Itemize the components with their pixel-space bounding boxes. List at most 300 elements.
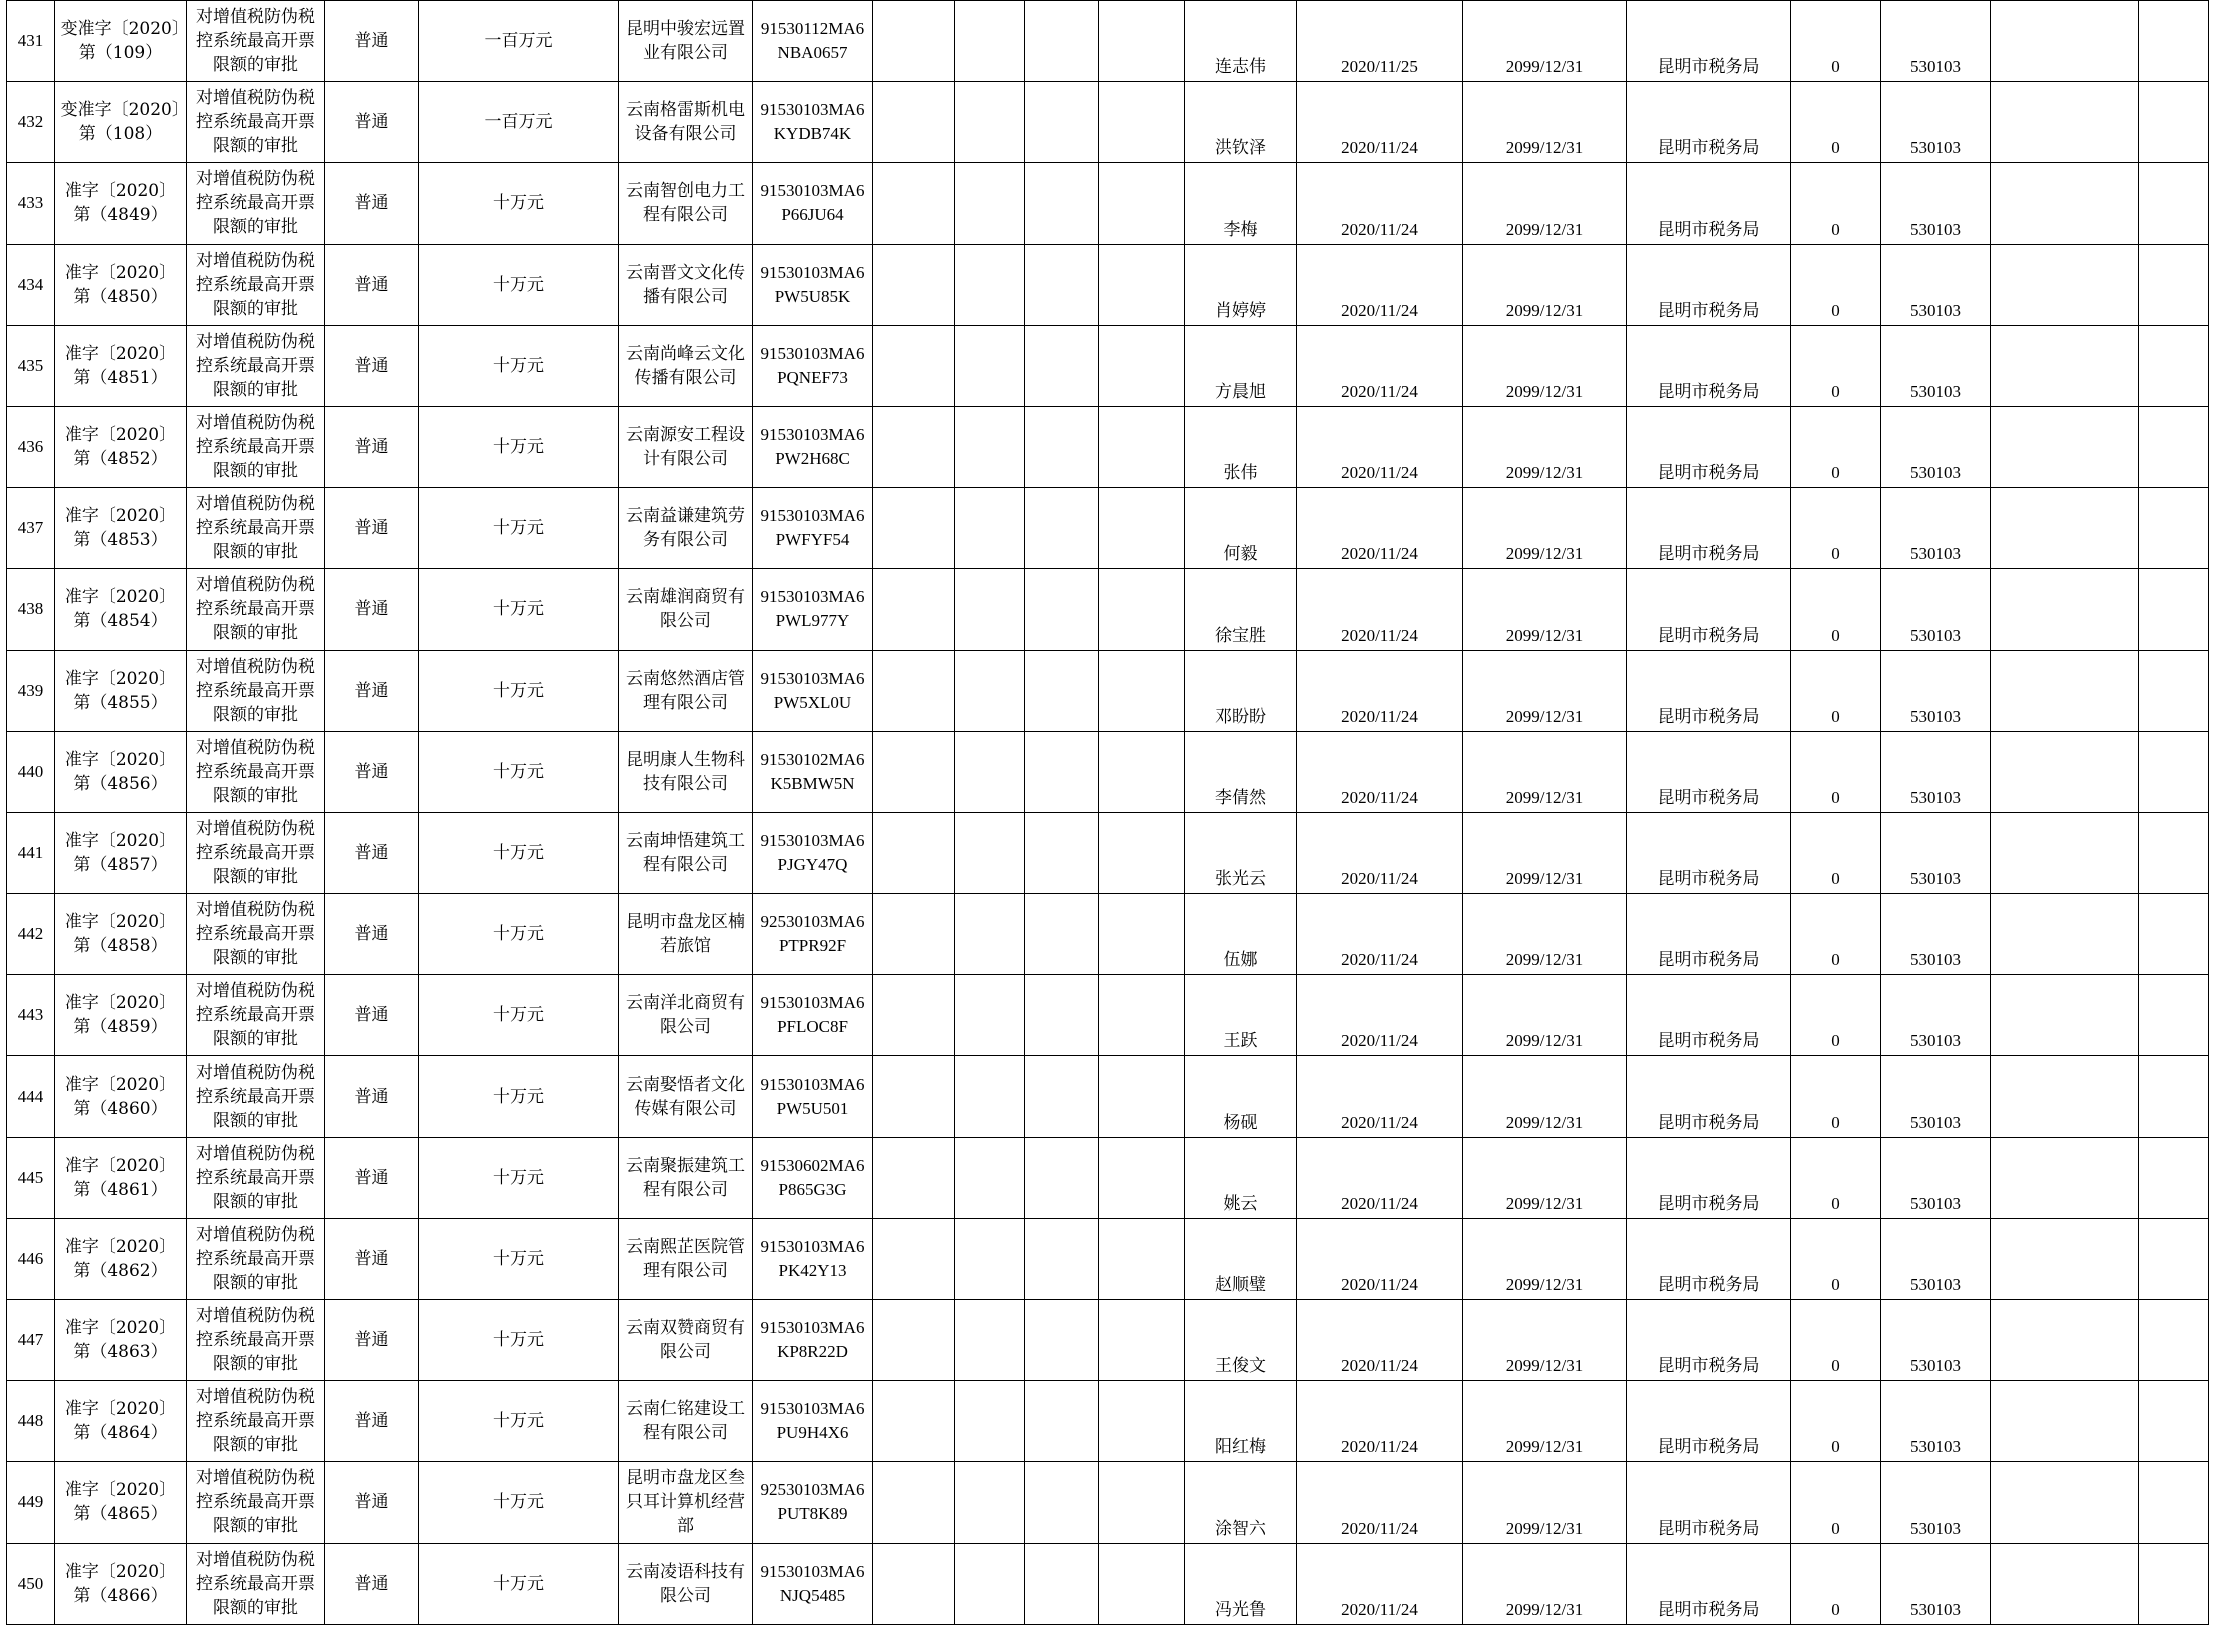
region-code-cell: 530103 (1881, 244, 1991, 325)
empty-cell (873, 975, 955, 1056)
row-number-cell: 448 (7, 1381, 55, 1462)
table-row (7, 406, 2209, 487)
empty-cell (2139, 1381, 2209, 1462)
credit-code-cell: 91530103MA6PQNEF73 (753, 325, 873, 406)
empty-cell (2139, 1056, 2209, 1137)
start-date-cell: 2020/11/24 (1297, 731, 1463, 812)
limit-cell: 十万元 (419, 325, 619, 406)
end-date-cell: 2099/12/31 (1463, 1137, 1627, 1218)
empty-cell (1099, 1300, 1185, 1381)
empty-cell (1025, 650, 1099, 731)
empty-cell (1099, 1543, 1185, 1624)
region-code-cell: 530103 (1881, 406, 1991, 487)
empty-cell (1099, 82, 1185, 163)
region-code-cell: 530103 (1881, 488, 1991, 569)
empty-cell (1991, 894, 2139, 975)
empty-cell (1991, 163, 2139, 244)
credit-code-cell: 91530602MA6P865G3G (753, 1137, 873, 1218)
authority-cell: 昆明市税务局 (1627, 1, 1791, 82)
table-row (7, 1056, 2209, 1137)
empty-cell (1099, 163, 1185, 244)
document-number-cell: 准字〔2020〕第（4863） (55, 1300, 187, 1381)
empty-cell (2139, 650, 2209, 731)
legal-person-cell: 洪钦泽 (1185, 82, 1297, 163)
region-code-cell: 530103 (1881, 1462, 1991, 1543)
empty-cell (1099, 812, 1185, 893)
type-cell: 普通 (325, 1381, 419, 1462)
document-number-cell: 准字〔2020〕第（4858） (55, 894, 187, 975)
empty-cell (1991, 1300, 2139, 1381)
company-name-cell: 云南格雷斯机电设备有限公司 (619, 82, 753, 163)
empty-cell (873, 244, 955, 325)
start-date-cell: 2020/11/24 (1297, 894, 1463, 975)
authority-cell: 昆明市税务局 (1627, 1381, 1791, 1462)
row-number-cell: 443 (7, 975, 55, 1056)
type-cell: 普通 (325, 1056, 419, 1137)
table-row (7, 1543, 2209, 1624)
row-number-cell: 436 (7, 406, 55, 487)
legal-person-cell: 张伟 (1185, 406, 1297, 487)
end-date-cell: 2099/12/31 (1463, 244, 1627, 325)
company-name-cell: 云南娶悟者文化传媒有限公司 (619, 1056, 753, 1137)
document-number-cell: 准字〔2020〕第（4855） (55, 650, 187, 731)
legal-person-cell: 伍娜 (1185, 894, 1297, 975)
company-name-cell: 云南晋文文化传播有限公司 (619, 244, 753, 325)
empty-cell (1025, 163, 1099, 244)
company-name-cell: 云南益谦建筑劳务有限公司 (619, 488, 753, 569)
document-number-cell: 准字〔2020〕第（4862） (55, 1218, 187, 1299)
empty-cell (1099, 975, 1185, 1056)
start-date-cell: 2020/11/24 (1297, 1543, 1463, 1624)
table-row (7, 894, 2209, 975)
end-date-cell: 2099/12/31 (1463, 325, 1627, 406)
empty-cell (2139, 975, 2209, 1056)
start-date-cell: 2020/11/24 (1297, 163, 1463, 244)
authority-cell: 昆明市税务局 (1627, 325, 1791, 406)
empty-cell (955, 82, 1025, 163)
legal-person-cell: 张光云 (1185, 812, 1297, 893)
empty-cell (1025, 1056, 1099, 1137)
table-row (7, 731, 2209, 812)
empty-cell (1025, 82, 1099, 163)
limit-cell: 十万元 (419, 406, 619, 487)
authority-cell: 昆明市税务局 (1627, 1300, 1791, 1381)
type-cell: 普通 (325, 325, 419, 406)
company-name-cell: 云南智创电力工程有限公司 (619, 163, 753, 244)
credit-code-cell: 91530103MA6KYDB74K (753, 82, 873, 163)
company-name-cell: 云南源安工程设计有限公司 (619, 406, 753, 487)
type-cell: 普通 (325, 650, 419, 731)
empty-cell (1099, 244, 1185, 325)
empty-cell (2139, 894, 2209, 975)
authority-cell: 昆明市税务局 (1627, 82, 1791, 163)
start-date-cell: 2020/11/25 (1297, 1, 1463, 82)
empty-cell (955, 1, 1025, 82)
approval-item-cell: 对增值税防伪税控系统最高开票限额的审批 (187, 975, 325, 1056)
limit-cell: 十万元 (419, 812, 619, 893)
credit-code-cell: 91530103MA6P66JU64 (753, 163, 873, 244)
empty-cell (1099, 1056, 1185, 1137)
approval-item-cell: 对增值税防伪税控系统最高开票限额的审批 (187, 894, 325, 975)
approval-item-cell: 对增值税防伪税控系统最高开票限额的审批 (187, 406, 325, 487)
limit-cell: 十万元 (419, 1056, 619, 1137)
status-code-cell: 0 (1791, 325, 1881, 406)
region-code-cell: 530103 (1881, 894, 1991, 975)
region-code-cell: 530103 (1881, 325, 1991, 406)
limit-cell: 一百万元 (419, 1, 619, 82)
company-name-cell: 昆明市盘龙区楠若旅馆 (619, 894, 753, 975)
end-date-cell: 2099/12/31 (1463, 406, 1627, 487)
table-row (7, 325, 2209, 406)
empty-cell (1099, 488, 1185, 569)
empty-cell (1991, 1137, 2139, 1218)
credit-code-cell: 91530103MA6PWFYF54 (753, 488, 873, 569)
empty-cell (1991, 1543, 2139, 1624)
empty-cell (955, 1137, 1025, 1218)
empty-cell (955, 244, 1025, 325)
end-date-cell: 2099/12/31 (1463, 569, 1627, 650)
legal-person-cell: 徐宝胜 (1185, 569, 1297, 650)
type-cell: 普通 (325, 1300, 419, 1381)
approval-item-cell: 对增值税防伪税控系统最高开票限额的审批 (187, 569, 325, 650)
region-code-cell: 530103 (1881, 1, 1991, 82)
empty-cell (1025, 1300, 1099, 1381)
empty-cell (873, 731, 955, 812)
approval-records-table (6, 0, 2209, 1625)
row-number-cell: 450 (7, 1543, 55, 1624)
empty-cell (1099, 894, 1185, 975)
start-date-cell: 2020/11/24 (1297, 325, 1463, 406)
type-cell: 普通 (325, 731, 419, 812)
document-number-cell: 变准字〔2020〕第（108） (55, 82, 187, 163)
status-code-cell: 0 (1791, 1381, 1881, 1462)
empty-cell (2139, 82, 2209, 163)
start-date-cell: 2020/11/24 (1297, 488, 1463, 569)
authority-cell: 昆明市税务局 (1627, 1218, 1791, 1299)
document-number-cell: 准字〔2020〕第（4852） (55, 406, 187, 487)
status-code-cell: 0 (1791, 894, 1881, 975)
empty-cell (2139, 1218, 2209, 1299)
start-date-cell: 2020/11/24 (1297, 650, 1463, 731)
empty-cell (873, 894, 955, 975)
empty-cell (955, 488, 1025, 569)
limit-cell: 十万元 (419, 975, 619, 1056)
region-code-cell: 530103 (1881, 650, 1991, 731)
row-number-cell: 438 (7, 569, 55, 650)
limit-cell: 十万元 (419, 731, 619, 812)
table-row (7, 1218, 2209, 1299)
empty-cell (1991, 1056, 2139, 1137)
legal-person-cell: 冯光鲁 (1185, 1543, 1297, 1624)
table-row (7, 1300, 2209, 1381)
row-number-cell: 442 (7, 894, 55, 975)
region-code-cell: 530103 (1881, 1137, 1991, 1218)
approval-item-cell: 对增值税防伪税控系统最高开票限额的审批 (187, 163, 325, 244)
credit-code-cell: 91530103MA6PJGY47Q (753, 812, 873, 893)
row-number-cell: 444 (7, 1056, 55, 1137)
empty-cell (2139, 1300, 2209, 1381)
empty-cell (873, 1462, 955, 1543)
row-number-cell: 437 (7, 488, 55, 569)
empty-cell (1025, 406, 1099, 487)
end-date-cell: 2099/12/31 (1463, 650, 1627, 731)
region-code-cell: 530103 (1881, 1300, 1991, 1381)
empty-cell (1025, 975, 1099, 1056)
empty-cell (873, 1056, 955, 1137)
region-code-cell: 530103 (1881, 1381, 1991, 1462)
end-date-cell: 2099/12/31 (1463, 1381, 1627, 1462)
end-date-cell: 2099/12/31 (1463, 1056, 1627, 1137)
authority-cell: 昆明市税务局 (1627, 894, 1791, 975)
start-date-cell: 2020/11/24 (1297, 82, 1463, 163)
credit-code-cell: 91530103MA6PWL977Y (753, 569, 873, 650)
start-date-cell: 2020/11/24 (1297, 1462, 1463, 1543)
empty-cell (1099, 325, 1185, 406)
document-number-cell: 准字〔2020〕第（4850） (55, 244, 187, 325)
table-row (7, 1462, 2209, 1543)
credit-code-cell: 91530112MA6NBA0657 (753, 1, 873, 82)
row-number-cell: 449 (7, 1462, 55, 1543)
empty-cell (1025, 1462, 1099, 1543)
company-name-cell: 昆明康人生物科技有限公司 (619, 731, 753, 812)
empty-cell (1099, 650, 1185, 731)
empty-cell (873, 1543, 955, 1624)
credit-code-cell: 91530103MA6NJQ5485 (753, 1543, 873, 1624)
empty-cell (873, 1300, 955, 1381)
start-date-cell: 2020/11/24 (1297, 1218, 1463, 1299)
document-number-cell: 准字〔2020〕第（4851） (55, 325, 187, 406)
legal-person-cell: 连志伟 (1185, 1, 1297, 82)
approval-item-cell: 对增值税防伪税控系统最高开票限额的审批 (187, 1462, 325, 1543)
empty-cell (1099, 1381, 1185, 1462)
status-code-cell: 0 (1791, 1218, 1881, 1299)
status-code-cell: 0 (1791, 163, 1881, 244)
table-row (7, 163, 2209, 244)
authority-cell: 昆明市税务局 (1627, 975, 1791, 1056)
limit-cell: 十万元 (419, 569, 619, 650)
row-number-cell: 440 (7, 731, 55, 812)
empty-cell (1991, 650, 2139, 731)
table-row (7, 650, 2209, 731)
company-name-cell: 昆明市盘龙区叁只耳计算机经营部 (619, 1462, 753, 1543)
empty-cell (2139, 731, 2209, 812)
empty-cell (1025, 488, 1099, 569)
credit-code-cell: 91530103MA6PW5XL0U (753, 650, 873, 731)
authority-cell: 昆明市税务局 (1627, 650, 1791, 731)
legal-person-cell: 赵顺璧 (1185, 1218, 1297, 1299)
company-name-cell: 云南聚振建筑工程有限公司 (619, 1137, 753, 1218)
approval-item-cell: 对增值税防伪税控系统最高开票限额的审批 (187, 1300, 325, 1381)
row-number-cell: 432 (7, 82, 55, 163)
company-name-cell: 云南凌语科技有限公司 (619, 1543, 753, 1624)
empty-cell (1991, 975, 2139, 1056)
empty-cell (1025, 244, 1099, 325)
region-code-cell: 530103 (1881, 975, 1991, 1056)
table-row (7, 1381, 2209, 1462)
empty-cell (1025, 569, 1099, 650)
region-code-cell: 530103 (1881, 569, 1991, 650)
company-name-cell: 云南熙芷医院管理有限公司 (619, 1218, 753, 1299)
start-date-cell: 2020/11/24 (1297, 569, 1463, 650)
region-code-cell: 530103 (1881, 163, 1991, 244)
end-date-cell: 2099/12/31 (1463, 488, 1627, 569)
type-cell: 普通 (325, 975, 419, 1056)
document-number-cell: 准字〔2020〕第（4864） (55, 1381, 187, 1462)
empty-cell (873, 569, 955, 650)
empty-cell (1991, 1462, 2139, 1543)
limit-cell: 十万元 (419, 1381, 619, 1462)
company-name-cell: 昆明中骏宏远置业有限公司 (619, 1, 753, 82)
end-date-cell: 2099/12/31 (1463, 812, 1627, 893)
empty-cell (2139, 244, 2209, 325)
empty-cell (1025, 1543, 1099, 1624)
empty-cell (873, 1218, 955, 1299)
empty-cell (1991, 325, 2139, 406)
table-body (7, 1, 2209, 1625)
empty-cell (1099, 1462, 1185, 1543)
legal-person-cell: 何毅 (1185, 488, 1297, 569)
authority-cell: 昆明市税务局 (1627, 1462, 1791, 1543)
limit-cell: 一百万元 (419, 82, 619, 163)
company-name-cell: 云南双赞商贸有限公司 (619, 1300, 753, 1381)
company-name-cell: 云南尚峰云文化传播有限公司 (619, 325, 753, 406)
empty-cell (873, 812, 955, 893)
empty-cell (873, 406, 955, 487)
document-number-cell: 准字〔2020〕第（4861） (55, 1137, 187, 1218)
limit-cell: 十万元 (419, 244, 619, 325)
credit-code-cell: 91530103MA6PK42Y13 (753, 1218, 873, 1299)
empty-cell (1025, 1, 1099, 82)
approval-item-cell: 对增值税防伪税控系统最高开票限额的审批 (187, 325, 325, 406)
status-code-cell: 0 (1791, 1300, 1881, 1381)
approval-item-cell: 对增值税防伪税控系统最高开票限额的审批 (187, 1381, 325, 1462)
type-cell: 普通 (325, 1, 419, 82)
empty-cell (955, 650, 1025, 731)
region-code-cell: 530103 (1881, 731, 1991, 812)
empty-cell (955, 569, 1025, 650)
empty-cell (955, 325, 1025, 406)
credit-code-cell: 91530103MA6PW2H68C (753, 406, 873, 487)
empty-cell (1991, 82, 2139, 163)
empty-cell (1991, 569, 2139, 650)
credit-code-cell: 91530103MA6PFLOC8F (753, 975, 873, 1056)
start-date-cell: 2020/11/24 (1297, 1300, 1463, 1381)
authority-cell: 昆明市税务局 (1627, 488, 1791, 569)
credit-code-cell: 92530103MA6PTPR92F (753, 894, 873, 975)
empty-cell (1991, 812, 2139, 893)
approval-item-cell: 对增值税防伪税控系统最高开票限额的审批 (187, 244, 325, 325)
credit-code-cell: 91530103MA6KP8R22D (753, 1300, 873, 1381)
region-code-cell: 530103 (1881, 1543, 1991, 1624)
empty-cell (2139, 406, 2209, 487)
status-code-cell: 0 (1791, 975, 1881, 1056)
empty-cell (2139, 1, 2209, 82)
legal-person-cell: 方晨旭 (1185, 325, 1297, 406)
empty-cell (1025, 731, 1099, 812)
company-name-cell: 云南雄润商贸有限公司 (619, 569, 753, 650)
empty-cell (873, 1137, 955, 1218)
legal-person-cell: 涂智六 (1185, 1462, 1297, 1543)
empty-cell (1991, 244, 2139, 325)
company-name-cell: 云南洋北商贸有限公司 (619, 975, 753, 1056)
type-cell: 普通 (325, 488, 419, 569)
region-code-cell: 530103 (1881, 1218, 1991, 1299)
legal-person-cell: 阳红梅 (1185, 1381, 1297, 1462)
approval-item-cell: 对增值税防伪税控系统最高开票限额的审批 (187, 731, 325, 812)
limit-cell: 十万元 (419, 894, 619, 975)
row-number-cell: 439 (7, 650, 55, 731)
end-date-cell: 2099/12/31 (1463, 975, 1627, 1056)
approval-item-cell: 对增值税防伪税控系统最高开票限额的审批 (187, 1543, 325, 1624)
empty-cell (873, 325, 955, 406)
empty-cell (1991, 731, 2139, 812)
legal-person-cell: 李梅 (1185, 163, 1297, 244)
empty-cell (2139, 1137, 2209, 1218)
row-number-cell: 435 (7, 325, 55, 406)
empty-cell (955, 406, 1025, 487)
authority-cell: 昆明市税务局 (1627, 406, 1791, 487)
authority-cell: 昆明市税务局 (1627, 1137, 1791, 1218)
empty-cell (2139, 325, 2209, 406)
empty-cell (955, 731, 1025, 812)
empty-cell (1025, 1218, 1099, 1299)
type-cell: 普通 (325, 894, 419, 975)
end-date-cell: 2099/12/31 (1463, 82, 1627, 163)
empty-cell (1099, 1, 1185, 82)
status-code-cell: 0 (1791, 1137, 1881, 1218)
type-cell: 普通 (325, 244, 419, 325)
table-row (7, 1137, 2209, 1218)
status-code-cell: 0 (1791, 569, 1881, 650)
limit-cell: 十万元 (419, 488, 619, 569)
status-code-cell: 0 (1791, 1056, 1881, 1137)
end-date-cell: 2099/12/31 (1463, 163, 1627, 244)
document-number-cell: 准字〔2020〕第（4853） (55, 488, 187, 569)
empty-cell (955, 1056, 1025, 1137)
credit-code-cell: 91530103MA6PU9H4X6 (753, 1381, 873, 1462)
end-date-cell: 2099/12/31 (1463, 1218, 1627, 1299)
credit-code-cell: 91530103MA6PW5U85K (753, 244, 873, 325)
start-date-cell: 2020/11/24 (1297, 1056, 1463, 1137)
end-date-cell: 2099/12/31 (1463, 894, 1627, 975)
type-cell: 普通 (325, 406, 419, 487)
credit-code-cell: 91530103MA6PW5U501 (753, 1056, 873, 1137)
start-date-cell: 2020/11/24 (1297, 1381, 1463, 1462)
end-date-cell: 2099/12/31 (1463, 731, 1627, 812)
legal-person-cell: 李倩然 (1185, 731, 1297, 812)
document-number-cell: 准字〔2020〕第（4854） (55, 569, 187, 650)
empty-cell (1025, 1137, 1099, 1218)
legal-person-cell: 肖婷婷 (1185, 244, 1297, 325)
empty-cell (873, 163, 955, 244)
company-name-cell: 云南悠然酒店管理有限公司 (619, 650, 753, 731)
document-number-cell: 准字〔2020〕第（4866） (55, 1543, 187, 1624)
empty-cell (2139, 569, 2209, 650)
approval-item-cell: 对增值税防伪税控系统最高开票限额的审批 (187, 1056, 325, 1137)
document-number-cell: 变准字〔2020〕第（109） (55, 1, 187, 82)
document-number-cell: 准字〔2020〕第（4860） (55, 1056, 187, 1137)
document-number-cell: 准字〔2020〕第（4859） (55, 975, 187, 1056)
row-number-cell: 434 (7, 244, 55, 325)
status-code-cell: 0 (1791, 1462, 1881, 1543)
type-cell: 普通 (325, 1218, 419, 1299)
limit-cell: 十万元 (419, 1218, 619, 1299)
authority-cell: 昆明市税务局 (1627, 1056, 1791, 1137)
empty-cell (1991, 1381, 2139, 1462)
status-code-cell: 0 (1791, 1543, 1881, 1624)
limit-cell: 十万元 (419, 1543, 619, 1624)
empty-cell (873, 650, 955, 731)
